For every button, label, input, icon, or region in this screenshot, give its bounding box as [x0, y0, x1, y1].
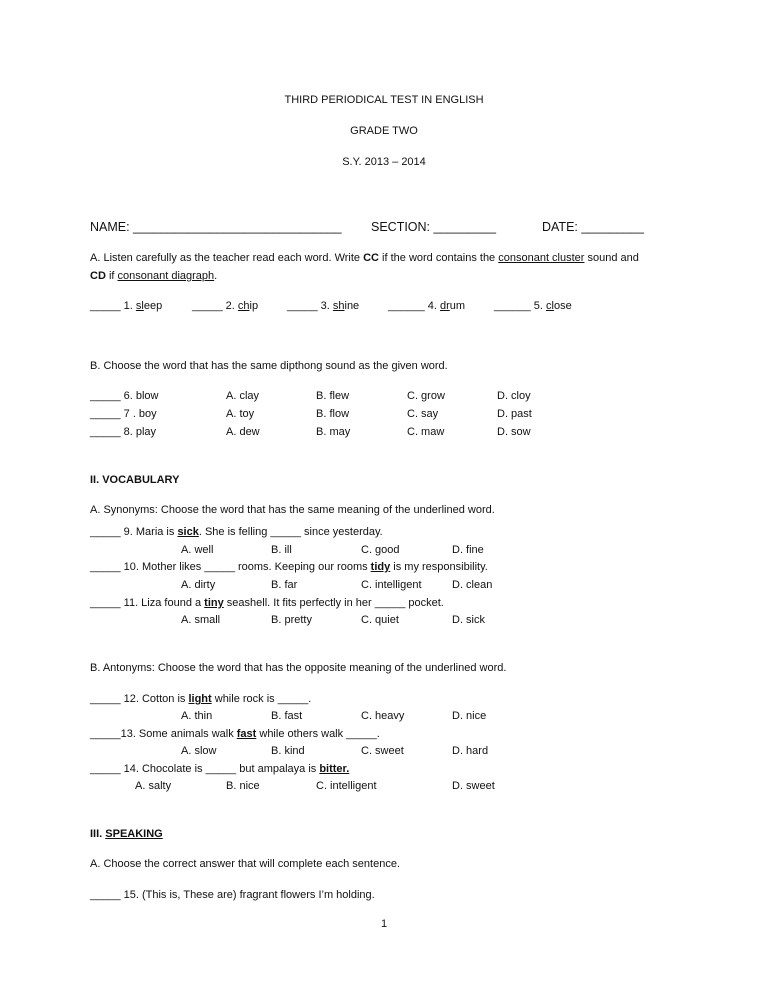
- choice-d[interactable]: D. hard: [452, 745, 489, 757]
- choice-a[interactable]: A. well: [181, 544, 214, 556]
- cd-label: CD: [90, 270, 106, 282]
- choice-c[interactable]: C. sweet: [361, 745, 404, 757]
- underlined-word: tidy: [370, 561, 391, 573]
- choice-d[interactable]: D. cloy: [497, 390, 531, 402]
- choice-c[interactable]: C. maw: [407, 426, 445, 438]
- consonant-cluster-term: consonant cluster: [498, 252, 585, 264]
- choice-a[interactable]: A. small: [181, 614, 221, 626]
- question-9: _____ 9. Maria is sick. She is felling _____ since yesterday.: [90, 526, 383, 538]
- question-12: _____ 12. Cotton is light while rock is _____.: [90, 693, 312, 705]
- instruction-text: if: [105, 270, 118, 282]
- choice-c[interactable]: C. quiet: [361, 614, 399, 626]
- name-field[interactable]: NAME: ______________________________: [90, 220, 342, 234]
- page-number: 1: [380, 918, 388, 930]
- grade-label: GRADE TWO: [350, 125, 418, 137]
- instruction-text: .: [214, 270, 218, 282]
- choice-c[interactable]: C. intelligent: [361, 579, 422, 591]
- choice-b[interactable]: B. fast: [271, 710, 303, 722]
- choice-d[interactable]: D. clean: [452, 579, 493, 591]
- test-title: THIRD PERIODICAL TEST IN ENGLISH: [284, 94, 484, 106]
- choice-d[interactable]: D. past: [497, 408, 532, 420]
- question-6[interactable]: _____ 6. blow: [90, 390, 159, 402]
- consonant-diagraph-term: consonant diagraph: [117, 270, 215, 282]
- choice-a[interactable]: A. dirty: [181, 579, 216, 591]
- cc-label: CC: [363, 252, 379, 264]
- speaking-heading: III. SPEAKING: [90, 828, 163, 840]
- choice-b[interactable]: B. pretty: [271, 614, 312, 626]
- underlined-word: fast: [236, 728, 257, 740]
- choice-c[interactable]: C. say: [407, 408, 439, 420]
- part-b-instruction: B. Choose the word that has the same dipthong sound as the given word.: [90, 360, 448, 372]
- choice-d[interactable]: D. nice: [452, 710, 487, 722]
- choice-a[interactable]: A. salty: [135, 780, 172, 792]
- school-year: S.Y. 2013 – 2014: [342, 156, 426, 168]
- choice-a[interactable]: A. dew: [226, 426, 260, 438]
- choice-c[interactable]: C. good: [361, 544, 400, 556]
- item-5[interactable]: ______ 5. close: [494, 300, 572, 312]
- choice-a[interactable]: A. thin: [181, 710, 213, 722]
- instruction-text: if the word contains the: [379, 252, 499, 264]
- part-a-instruction: [90, 251, 639, 265]
- choice-d[interactable]: D. sick: [452, 614, 485, 626]
- question-14: _____ 14. Chocolate is _____ but ampalaya is bitter.: [90, 763, 350, 775]
- choice-d[interactable]: D. sow: [497, 426, 531, 438]
- choice-c[interactable]: C. heavy: [361, 710, 405, 722]
- question-13: _____13. Some animals walk fast while others walk _____.: [90, 728, 380, 740]
- date-field[interactable]: DATE: _________: [542, 220, 644, 234]
- underlined-word: light: [188, 693, 212, 705]
- underlined-word: sick: [177, 526, 199, 538]
- item-1[interactable]: _____ 1. sleep: [90, 300, 163, 312]
- choice-c[interactable]: C. grow: [407, 390, 445, 402]
- item-4[interactable]: ______ 4. drum: [388, 300, 466, 312]
- underlined-word: bitter.: [319, 763, 350, 775]
- question-8[interactable]: _____ 8. play: [90, 426, 157, 438]
- choice-a[interactable]: A. clay: [226, 390, 260, 402]
- instruction-text: A. Listen carefully as the teacher read each word. Write: [90, 252, 364, 264]
- item-2[interactable]: _____ 2. chip: [192, 300, 259, 312]
- choice-b[interactable]: B. ill: [271, 544, 292, 556]
- choice-d[interactable]: D. fine: [452, 544, 484, 556]
- question-11: _____ 11. Liza found a tiny seashell. It fits perfectly in her _____ pocket.: [90, 597, 444, 609]
- question-7[interactable]: _____ 7 . boy: [90, 408, 157, 420]
- choice-b[interactable]: B. flow: [316, 408, 350, 420]
- choice-c[interactable]: C. intelligent: [316, 780, 377, 792]
- question-15[interactable]: _____ 15. (This is, These are) fragrant flowers I’m holding.: [90, 889, 375, 901]
- instruction-text: sound and: [584, 252, 639, 264]
- section-field[interactable]: SECTION: _________: [371, 220, 497, 234]
- synonyms-instruction: A. Synonyms: Choose the word that has the same meaning of the underlined word.: [90, 504, 495, 516]
- speaking-instruction: A. Choose the correct answer that will complete each sentence.: [90, 858, 400, 870]
- choice-b[interactable]: B. nice: [226, 780, 260, 792]
- antonyms-instruction: B. Antonyms: Choose the word that has the opposite meaning of the underlined word.: [90, 662, 507, 674]
- choice-b[interactable]: B. far: [271, 579, 298, 591]
- question-10: _____ 10. Mother likes _____ rooms. Keeping our rooms tidy is my responsibility.: [90, 561, 488, 573]
- choice-a[interactable]: A. slow: [181, 745, 217, 757]
- vocabulary-heading: II. VOCABULARY: [90, 474, 180, 486]
- underlined-word: tiny: [204, 597, 224, 609]
- item-3[interactable]: _____ 3. shine: [287, 300, 360, 312]
- choice-b[interactable]: B. flew: [316, 390, 350, 402]
- choice-b[interactable]: B. kind: [271, 745, 305, 757]
- choice-d[interactable]: D. sweet: [452, 780, 495, 792]
- choice-b[interactable]: B. may: [316, 426, 351, 438]
- choice-a[interactable]: A. toy: [226, 408, 255, 420]
- part-a-instruction-2: [90, 269, 217, 283]
